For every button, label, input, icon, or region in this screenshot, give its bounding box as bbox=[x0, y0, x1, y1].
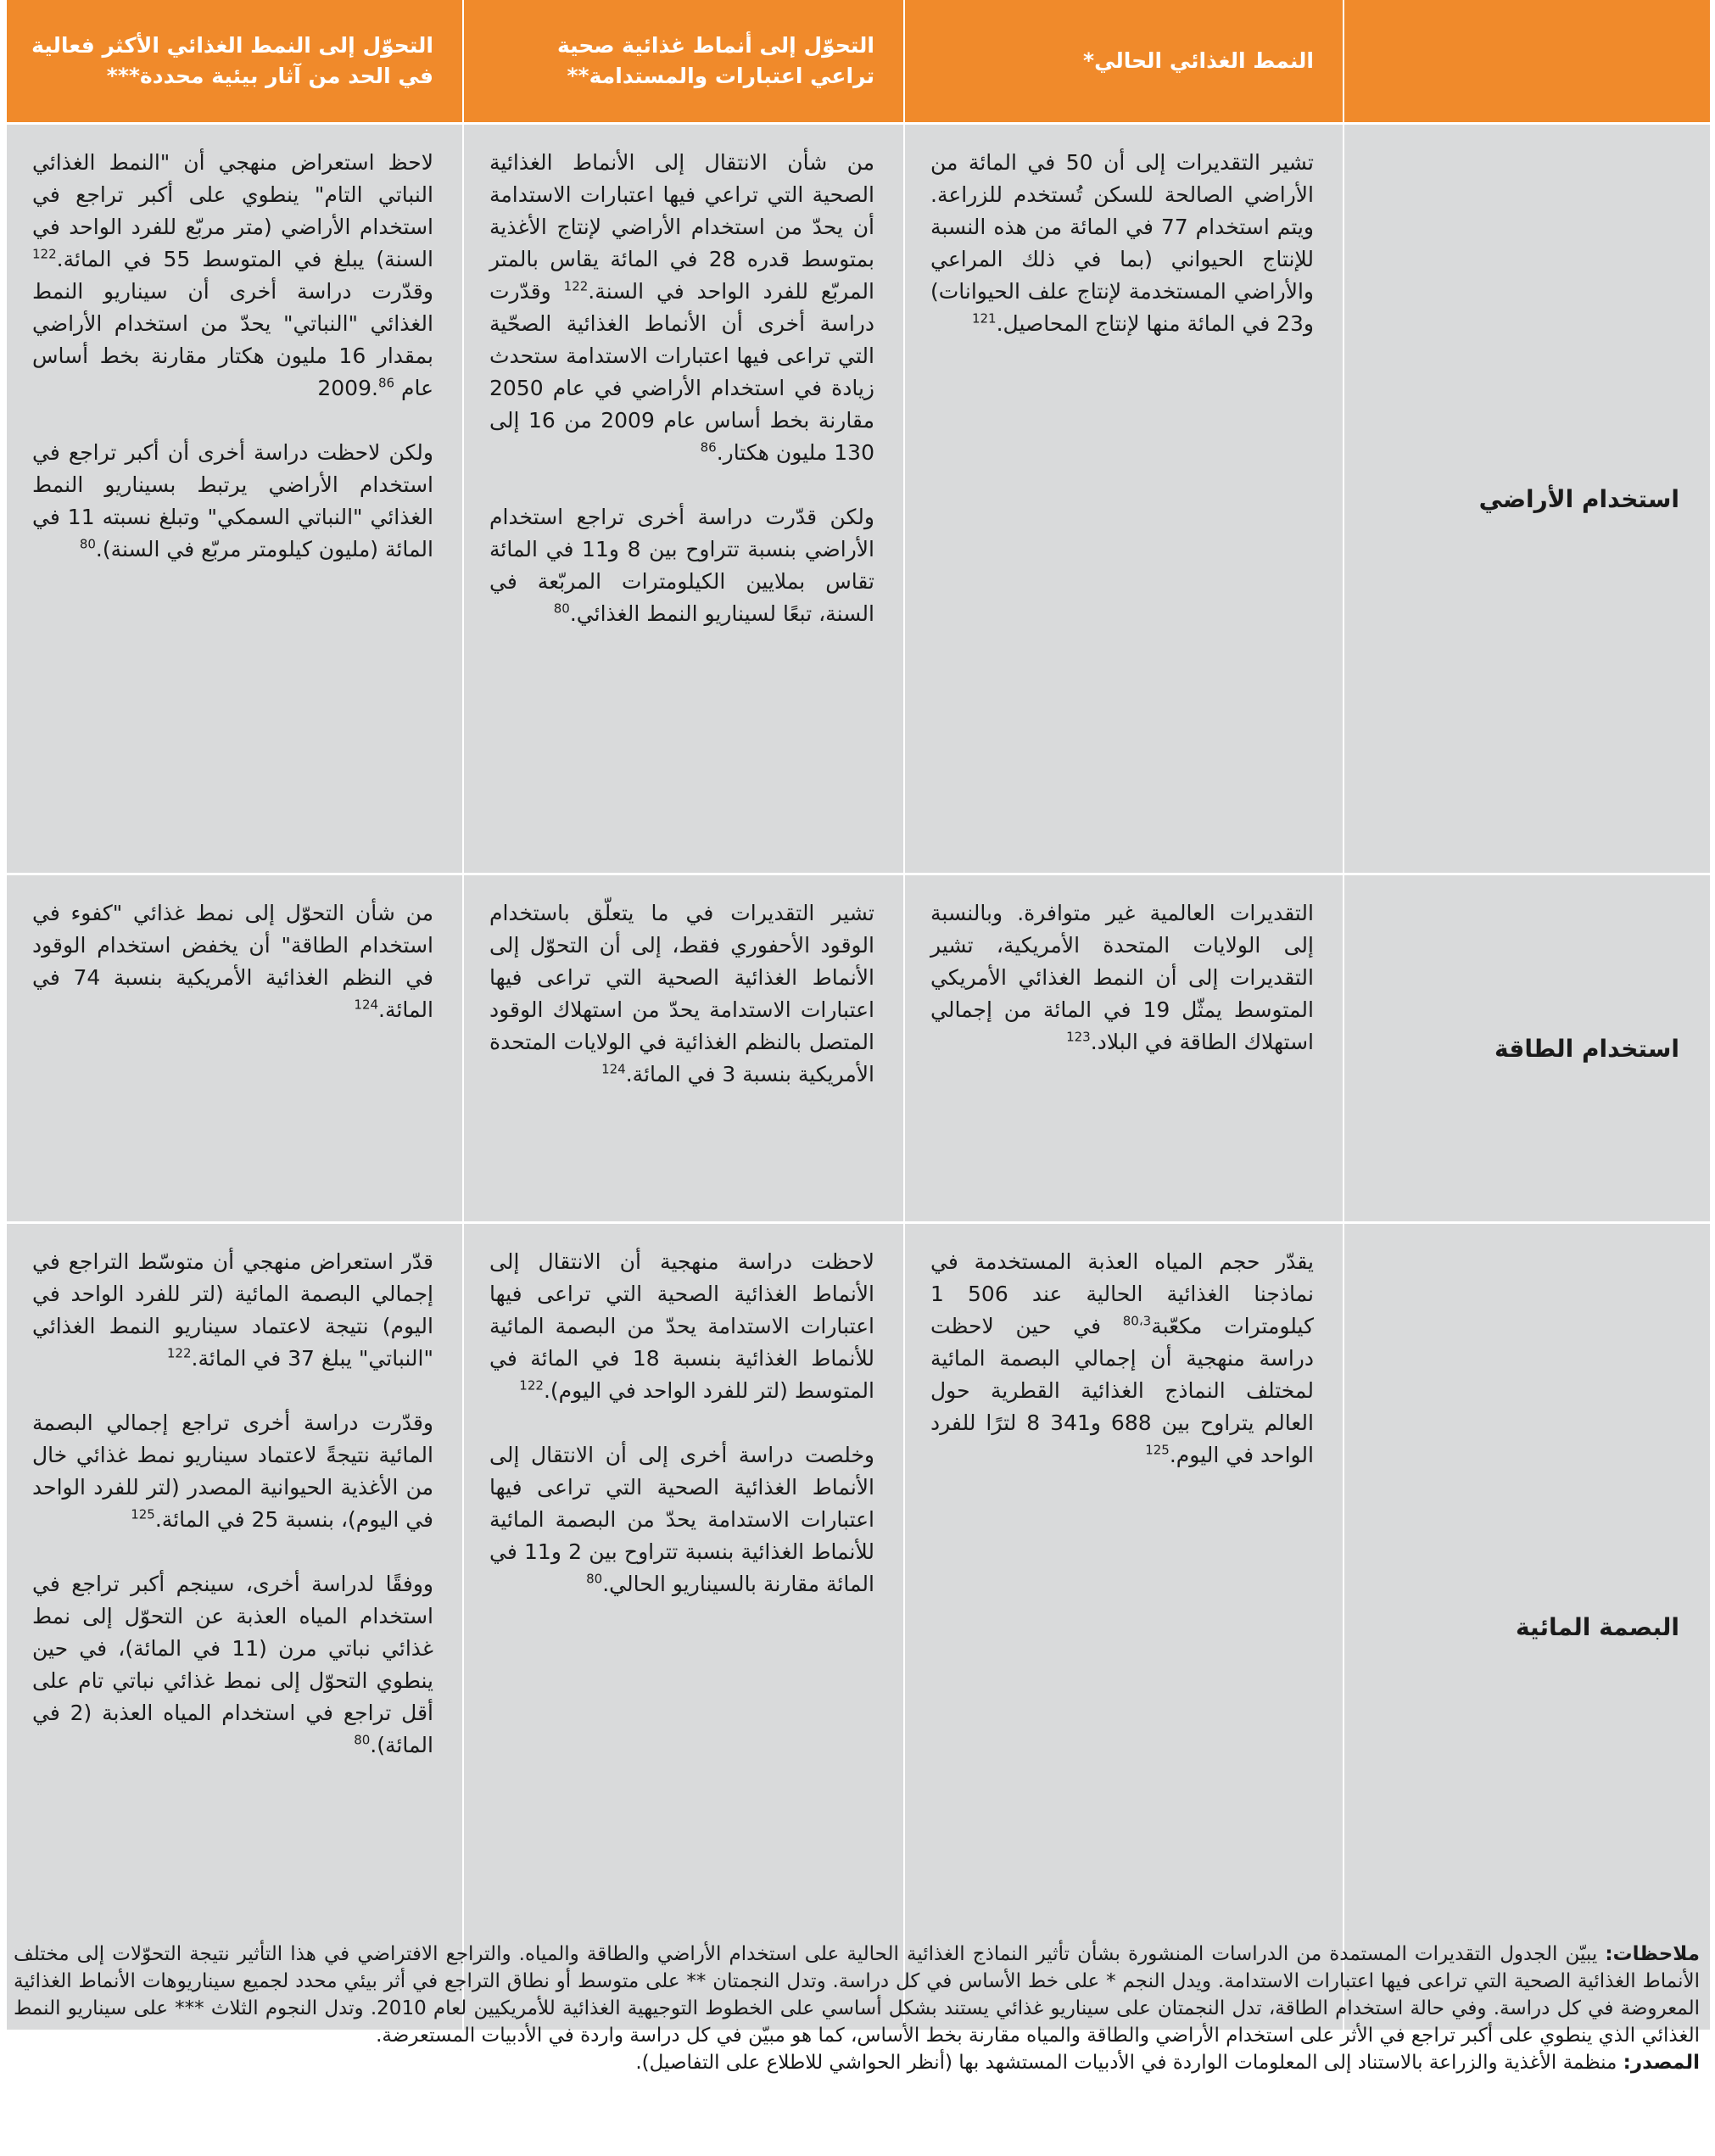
paragraph-text: قدّر استعراض منهجي أن متوسّط التراجع في إجمالي البصمة المائية (لتر للفرد الواحد في اليوم) نتيجة لاعتماد سيناريو النمط الغذائي "النباتي" يبلغ 37 في المائة. bbox=[32, 1249, 433, 1371]
footnote-ref: 122 bbox=[166, 1345, 192, 1361]
cell-paragraph bbox=[930, 147, 1314, 340]
cell-paragraph bbox=[489, 147, 874, 469]
cell-paragraph bbox=[930, 1246, 1314, 1472]
paragraph-text: وخلصت دراسة أخرى إلى أن الانتقال إلى الأنماط الغذائية الصحية التي تراعى فيها اعتبارات الاستدامة يحدّ من البصمة المائية للأنماط الغذائية بنسبة تتراوح بين 2 و11 في المائة مقارنة بالسيناريو الحالي. bbox=[489, 1443, 874, 1596]
cell-land-effective bbox=[7, 124, 463, 874]
table-row-land-use bbox=[7, 124, 1710, 874]
footnote-ref: 80 bbox=[354, 1732, 371, 1748]
source-paragraph bbox=[14, 2049, 1700, 2076]
paragraph-text: لاحظ استعراض منهجي أن "النمط الغذائي النباتي التام" ينطوي على أكبر تراجع في استخدام الأراضي (متر مربّع للفرد الواحد في السنة) يبلغ في المتوسط 55 في المائة. bbox=[32, 150, 433, 271]
paragraph-text: ولكن لاحظت دراسة أخرى أن أكبر تراجع في استخدام الأراضي يرتبط بسيناريو النمط الغذائي "النباتي السمكي" وتبلغ نسبته 11 في المائة (مليون كيلومتر مربّع في السنة). bbox=[32, 440, 433, 561]
footnote-ref: 80 bbox=[79, 536, 96, 552]
cell-water-current bbox=[904, 1223, 1344, 2030]
cell-paragraph bbox=[32, 437, 433, 566]
footnote-ref: 121 bbox=[971, 310, 997, 327]
paragraph-text: وقدّرت دراسة أخرى تراجع إجمالي البصمة المائية نتيجةً لاعتماد سيناريو نمط غذائي خال من الأغذية الحيوانية المصدر (لتر للفرد الواحد في اليوم)، بنسبة 25 في المائة. bbox=[32, 1410, 433, 1532]
cell-energy-healthy bbox=[463, 874, 904, 1223]
header-row bbox=[7, 0, 1710, 124]
table-notes bbox=[14, 1941, 1700, 2076]
footnote-ref: 80 bbox=[553, 600, 570, 617]
cell-paragraph bbox=[32, 147, 433, 405]
paragraph-text: في حين لاحظت دراسة منهجية أن إجمالي البصمة المائية لمختلف النماذج الغذائية القطرية حول العالم يتراوح بين 688 و341 8 لترًا للفرد الواحد في اليوم. bbox=[930, 1314, 1314, 1467]
cell-paragraph bbox=[489, 1246, 874, 1407]
footnote-ref: 122 bbox=[519, 1377, 544, 1394]
notes-text: يبيّن الجدول التقديرات المستمدة من الدراسات المنشورة بشأن تأثير النماذج الغذائية الحالية على استخدام الأراضي والطاقة والمياه. والتراجع الافتراضي في هذا التأثير نتيجة التحوّلات إلى مختلف الأنماط الغذائية الصحية التي تراعى فيها اعتبارات الاستدامة. ويدل النجم * على خط الأساس في كل دراسة. وتدل النجمتان ** على متوسط أو نطاق التراجع في أثر بيئي محدد لجميع سيناريوهات الأنماط الغذائية المعروضة في كل دراسة. وفي حالة استخدام الطاقة، تدل النجمتان على سيناريو غذائي يستند بشكل أساسي على الخطوط التوجيهية الغذائية للأمريكيين لعام 2010. وتدل النجوم الثلاث *** على سيناريو النمط الغذائي الذي ينطوي على أكبر تراجع في الأثر على استخدام الأراضي والطاقة والمياه مقارنة بخط الأساس، كما هو مبيّن في كل دراسة واردة في الأدبيات المستعرضة. bbox=[14, 1943, 1700, 2047]
cell-paragraph bbox=[489, 897, 874, 1091]
footnote-ref: 80 bbox=[586, 1571, 603, 1587]
header-row-label-cell bbox=[1344, 0, 1710, 124]
notes-paragraph bbox=[14, 1941, 1700, 2049]
cell-paragraph bbox=[32, 1246, 433, 1375]
header-healthy-sustainable-diet: التحوّل إلى أنماط غذائية صحية تراعي اعتبارات والمستدامة** bbox=[463, 0, 904, 124]
paragraph-text: ولكن قدّرت دراسة أخرى تراجع استخدام الأراضي بنسبة تتراوح بين 8 و11 في المائة تقاس بملايين الكيلومترات المربّعة في السنة، تبعًا لسيناريو النمط الغذائي. bbox=[489, 505, 874, 626]
cell-paragraph bbox=[489, 501, 874, 630]
header-most-effective-diet: التحوّل إلى النمط الغذائي الأكثر فعالية في الحد من آثار بيئية محددة*** bbox=[7, 0, 463, 124]
paragraph-text: من شأن الانتقال إلى الأنماط الغذائية الصحية التي تراعي فيها اعتبارات الاستدامة أن يحدّ من استخدام الأراضي لإنتاج الأغذية بمتوسط قدره 28 في المائة يقاس بالمتر المربّع للفرد الواحد في السنة. bbox=[489, 150, 874, 304]
paragraph-text: وقدّرت دراسة أخرى أن سيناريو النمط الغذائي "النباتي" يحدّ من استخدام الأراضي بمقدار 16 مليون هكتار مقارنة بخط أساس عام 2009. bbox=[32, 279, 433, 400]
paragraph-text: وقدّرت دراسة أخرى أن الأنماط الغذائية الصحّية التي تراعى فيها اعتبارات الاستدامة ستحدث زيادة في استخدام الأراضي في عام 2050 مقارنة بخط أساس عام 2009 من 16 إلى 130 مليون هكتار. bbox=[489, 279, 874, 465]
footnote-ref: 86 bbox=[377, 375, 395, 391]
cell-paragraph bbox=[32, 1407, 433, 1536]
footnote-ref: 125 bbox=[131, 1506, 155, 1522]
source-label: المصدر: bbox=[1623, 2052, 1700, 2074]
row-label-water-footprint: البصمة المائية bbox=[1344, 1223, 1710, 2030]
cell-paragraph bbox=[32, 897, 433, 1026]
footnote-ref: 124 bbox=[354, 997, 379, 1013]
cell-energy-current bbox=[904, 874, 1344, 1223]
footnote-ref: 122 bbox=[563, 278, 589, 294]
paragraph-text: تشير التقديرات في ما يتعلّق باستخدام الوقود الأحفوري فقط، إلى أن التحوّل إلى الأنماط الغذائية الصحية التي تراعى فيها اعتبارات الاستدامة يحدّ من استهلاك الوقود المتصل بالنظم الغذائية في الولايات المتحدة الأمريكية بنسبة 3 في المائة. bbox=[489, 901, 874, 1086]
cell-paragraph bbox=[32, 1568, 433, 1762]
paragraph-text: يقدّر حجم المياه العذبة المستخدمة في نماذجنا الغذائية الحالية عند 506 1 كيلومترات مكعّبة bbox=[930, 1249, 1314, 1338]
header-current-diet: النمط الغذائي الحالي* bbox=[904, 0, 1344, 124]
cell-land-healthy bbox=[463, 124, 904, 874]
footnote-ref: 124 bbox=[601, 1061, 626, 1077]
paragraph-text: تشير التقديرات إلى أن 50 في المائة من الأراضي الصالحة للسكن تُستخدم للزراعة. ويتم استخدام 77 في المائة من هذه النسبة للإنتاج الحيواني (بما في ذلك المراعي والأراضي المستخدمة لإنتاج علف الحيوانات) و23 في المائة منها لإنتاج المحاصيل. bbox=[930, 150, 1315, 336]
source-text: منظمة الأغذية والزراعة بالاستناد إلى المعلومات الواردة في الأدبيات المستشهد بها (أنظر الحواشي للاطلاع على التفاصيل). bbox=[635, 2052, 1623, 2074]
footnote-ref: 80،3 bbox=[1122, 1313, 1152, 1329]
paragraph-text: لاحظت دراسة منهجية أن الانتقال إلى الأنماط الغذائية الصحية التي تراعى فيها اعتبارات الاستدامة يحدّ من البصمة المائية للأنماط الغذائية بنسبة 18 في المائة في المتوسط (لتر للفرد الواحد في اليوم). bbox=[489, 1249, 874, 1403]
row-label-energy-use: استخدام الطاقة bbox=[1344, 874, 1710, 1223]
paragraph-text: التقديرات العالمية غير متوافرة. وبالنسبة إلى الولايات المتحدة الأمريكية، تشير التقديرات إلى أن النمط الغذائي الأمريكي المتوسط يمثّل 19 في المائة من إجمالي استهلاك الطاقة في البلاد. bbox=[930, 901, 1314, 1054]
row-label-land-use: استخدام الأراضي bbox=[1344, 124, 1710, 874]
notes-label: ملاحظات: bbox=[1605, 1943, 1700, 1965]
table-row-energy-use bbox=[7, 874, 1710, 1223]
cell-energy-effective bbox=[7, 874, 463, 1223]
footnote-ref: 123 bbox=[1066, 1029, 1091, 1045]
cell-land-current bbox=[904, 124, 1344, 874]
cell-paragraph bbox=[930, 897, 1314, 1058]
cell-water-healthy bbox=[463, 1223, 904, 2030]
table-header bbox=[7, 0, 1710, 124]
environmental-impact-table bbox=[7, 0, 1710, 2030]
footnote-ref: 86 bbox=[700, 439, 717, 455]
cell-water-effective bbox=[7, 1223, 463, 2030]
cell-paragraph bbox=[489, 1439, 874, 1600]
table-row-water-footprint bbox=[7, 1223, 1710, 2030]
footnote-ref: 122 bbox=[32, 246, 57, 262]
footnote-ref: 125 bbox=[1145, 1442, 1170, 1458]
paragraph-text: ووفقًا لدراسة أخرى، سينجم أكبر تراجع في استخدام المياه العذبة عن التحوّل إلى نمط غذائي نباتي مرن (11 في المائة)، في حين ينطوي التحوّل إلى نمط غذائي نباتي تام على أقل تراجع في استخدام المياه العذبة (2 في المائة). bbox=[32, 1572, 433, 1757]
paragraph-text: من شأن التحوّل إلى نمط غذائي "كفوء في استخدام الطاقة" أن يخفض استخدام الوقود في النظم الغذائية الأمريكية بنسبة 74 في المائة. bbox=[32, 901, 433, 1022]
